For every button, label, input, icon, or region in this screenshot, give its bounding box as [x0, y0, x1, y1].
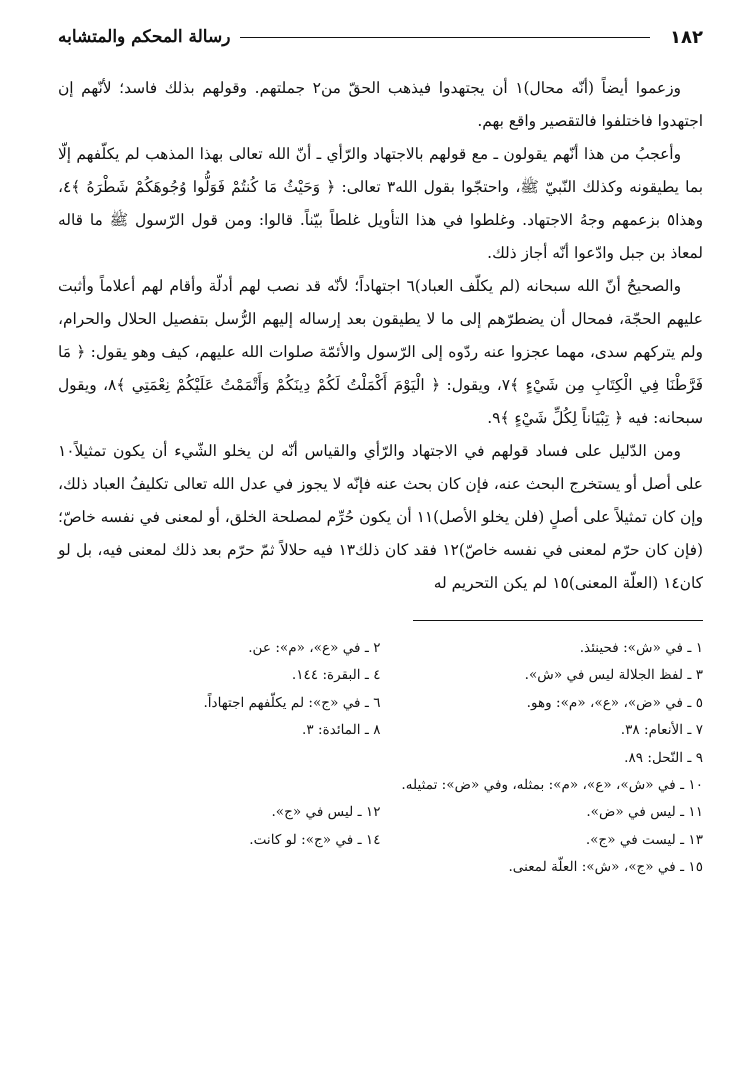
footnote-11: ١١ ـ ليس في «ض». — [586, 804, 703, 821]
footnote-empty — [58, 745, 381, 772]
running-title: رسالة المحكم والمتشابه — [58, 27, 231, 47]
footnote-4: ٤ ـ البقرة: ١٤٤. — [291, 667, 381, 684]
footnote-row — [58, 799, 703, 826]
footnote-8: ٨ ـ المائدة: ٣. — [302, 722, 381, 739]
paragraph-2: وأعجبُ من هذا أنّهم يقولون ـ مع قولهم بالاجتهاد والرّأي ـ أنّ الله تعالى بهذا المذهب لم يكلّفهم إلّا بما يطيقونه وكذلك النّبيّ ﷺ، واحتجّوا بقول الله٣ تعالى: ﴿ وَحَيْثُ مَا كُنتُمْ فَوَلُّوا وُجُوهَكُمْ شَطْرَهُ ﴾٤، وهذا٥ بزعمهم وجهُ الاجتهاد. وغلطوا في هذا التأويل غلطاً بيّناً. قالوا: ومن قول الرّسول ﷺ ما قاله لمعاذ بن جبل وادّعوا أنّه أجاز ذلك. — [58, 145, 704, 262]
header-rule — [240, 37, 650, 38]
footnote-row — [58, 717, 703, 744]
main-text — [58, 72, 703, 600]
book-page — [58, 24, 703, 882]
footnote-1: ١ ـ في «ش»: فحينئذ. — [579, 640, 703, 656]
page-number: ١٨٢ — [670, 26, 703, 48]
paragraph-3: والصحيحُ أنّ الله سبحانه (لم يكلّف العباد)٦ اجتهاداً؛ لأنّه قد نصب لهم أدلّة وأقام لهم أعلاماً وأثبت عليهم الحجّة، فمحال أن يضطرّهم إلى ما لا يطيقون بعد إرساله إليهم الرُّسل بتفصيل الحلال والحرام، ولم يتركهم سدى، مهما عجزوا عنه ردّوه إلى الرّسول والأئمّة صلوات الله عليهم، كيف وهو يقول: ﴿ مَا فَرَّطْنَا فِي الْكِتَابِ مِن شَيْءٍ ﴾٧، ويقول: ﴿ الْيَوْمَ أَكْمَلْتُ لَكُمْ دِينَكُمْ وَأَتْمَمْتُ عَلَيْكُمْ نِعْمَتِي ﴾٨، ويقول سبحانه: فيه ﴿ تِبْيَاناً لِكُلِّ شَيْءٍ ﴾٩. — [58, 277, 703, 427]
footnote-13: ١٣ ـ ليست في «ج». — [585, 831, 703, 848]
footnote-row — [58, 854, 703, 881]
footnote-row — [58, 662, 703, 689]
footnote-row — [58, 745, 703, 772]
footnote-15: ١٥ ـ في «ج»، «ش»: العلّة لمعنى. — [508, 859, 703, 876]
footnotes — [58, 635, 703, 882]
footnote-14: ١٤ ـ في «ج»: لو كانت. — [249, 831, 381, 848]
footnote-6: ٦ ـ في «ج»: لم يكلّفهم اجتهاداً. — [203, 694, 381, 711]
footnote-9: ٩ ـ النّحل: ٨٩. — [624, 749, 703, 766]
footnote-10: ١٠ ـ في «ش»، «ع»، «م»: بمثله، وفي «ض»: تمثيله. — [401, 777, 703, 794]
footnote-empty — [58, 854, 381, 881]
footnote-row — [58, 635, 703, 662]
footnote-3: ٣ ـ لفظ الجلالة ليس في «ش». — [524, 667, 703, 684]
paragraph-4: ومن الدّليل على فساد قولهم في الاجتهاد والرّأي والقياس أنّه لن يخلو الشّيء أن يكون تمثيلاً١٠ على أصل أو يستخرج البحث عنه، فإن كان بحث عنه فإنّه لا يجوز في عدل الله تعالى تكليفُ العباد ذلك، وإن كان تمثيلاً على أصلٍ (فلن يخلو الأصل)١١ أن يكون حُرِّم لمصلحة الخلق، أو لمعنى في نفسه خاصّ؛ (فإن كان حرّم لمعنى في نفسه خاصّ)١٢ فقد كان ذلك١٣ فيه حلالاً ثمّ حرّم بعد ذلك لمعنى فيه، بل لو كان١٤ (العلّة المعنى)١٥ لم يكن التحريم له — [58, 442, 704, 592]
footnote-5: ٥ ـ في «ض»، «ع»، «م»: وهو. — [526, 694, 703, 711]
footnote-row — [58, 772, 703, 799]
footnote-row — [58, 827, 703, 854]
paragraph-1: وزعموا أيضاً (أنّه محال)١ أن يجتهدوا فيذهب الحقّ من٢ جملتهم. وقولهم بذلك فاسد؛ لأنّهم إن اجتهدوا فاختلفوا فالتقصير واقع بهم. — [58, 79, 703, 130]
footnote-7: ٧ ـ الأنعام: ٣٨. — [620, 722, 703, 739]
footnote-separator — [413, 620, 703, 621]
footnote-row — [58, 690, 703, 717]
page-header — [58, 24, 703, 50]
footnote-2: ٢ ـ في «ع»، «م»: عن. — [248, 640, 381, 656]
footnote-12: ١٢ ـ ليس في «ج». — [271, 804, 381, 821]
